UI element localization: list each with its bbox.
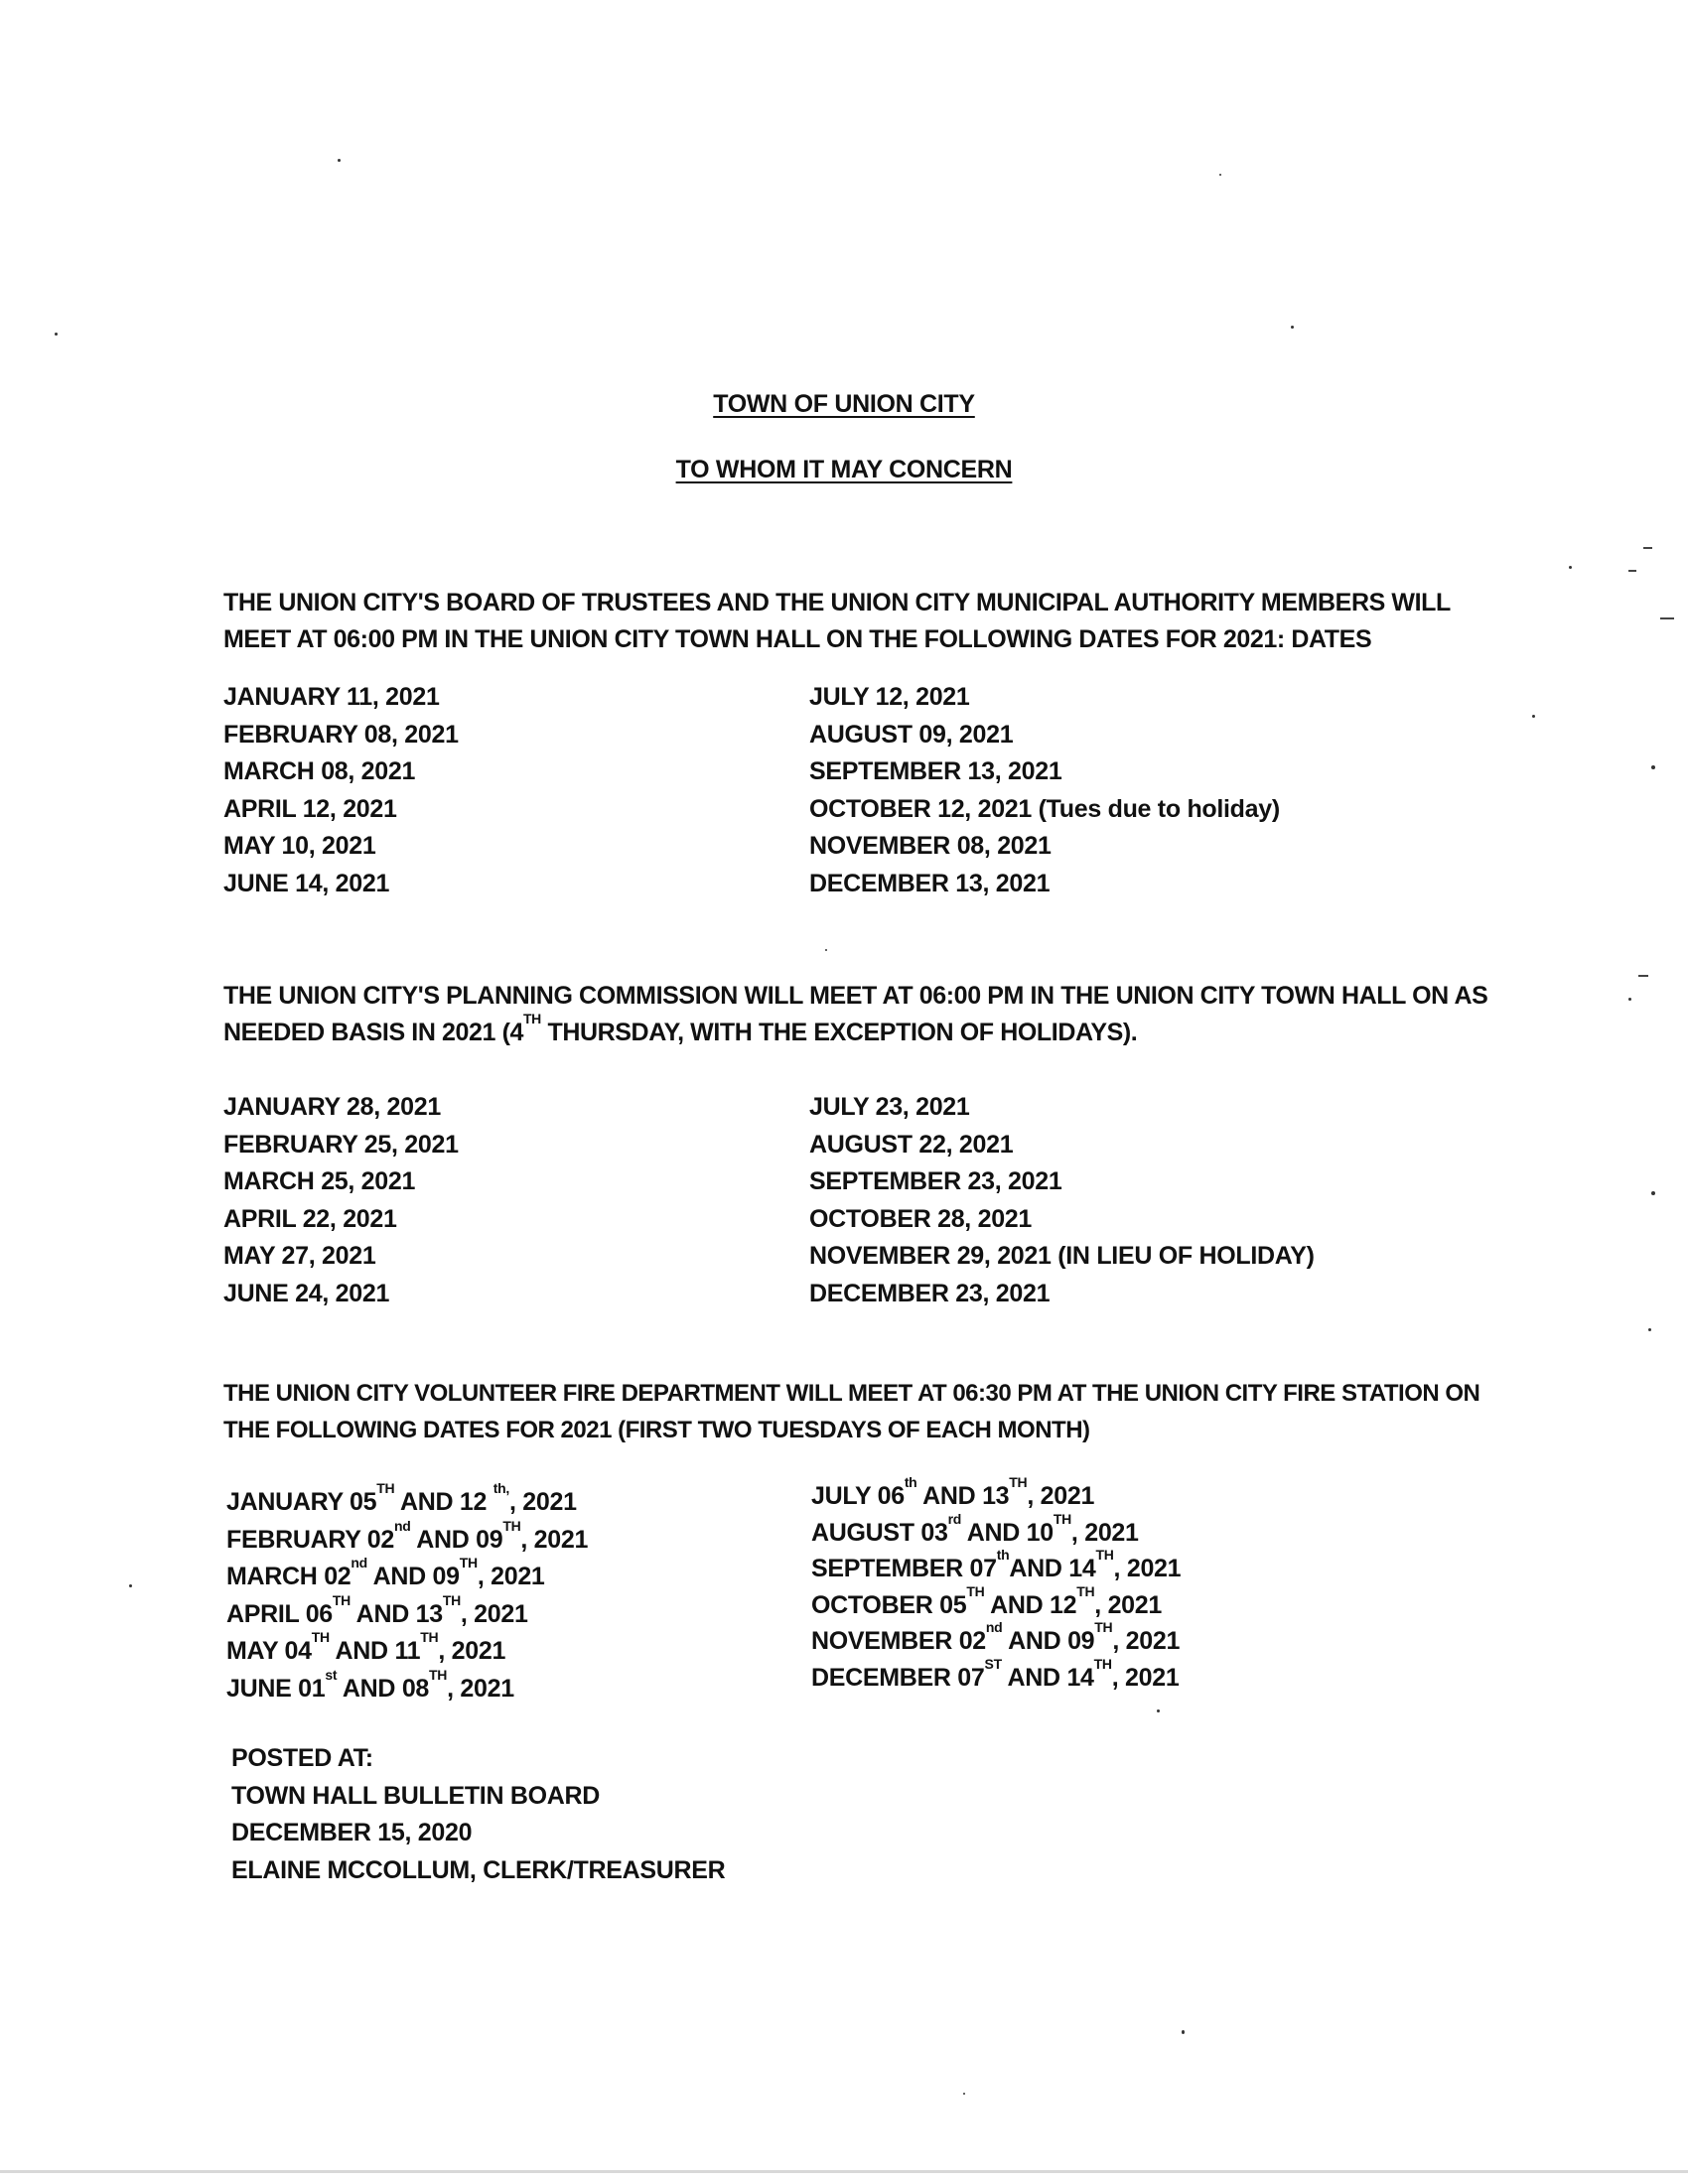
date-text: , 2021	[477, 1563, 545, 1590]
date-item: JUNE 14, 2021	[223, 869, 390, 897]
date-item	[811, 1619, 1181, 1660]
date-text: , 2021	[1070, 1518, 1139, 1547]
superscript: th	[996, 1547, 1010, 1563]
date-text: , 2021	[1111, 1663, 1180, 1692]
scan-mark	[1643, 547, 1652, 549]
date-item: DECEMBER 23, 2021	[809, 1279, 1051, 1307]
date-item	[226, 1480, 588, 1522]
date-item	[811, 1547, 1182, 1587]
scan-speck	[963, 2093, 965, 2095]
superscript: th	[904, 1474, 917, 1490]
scan-bottom-edge	[0, 2170, 1688, 2173]
superscript: TH	[1094, 1619, 1113, 1635]
date-text: SEPTEMBER 07	[811, 1555, 997, 1582]
posted-label: POSTED AT:	[231, 1744, 373, 1772]
date-text: FEBRUARY 02	[226, 1525, 394, 1554]
superscript: TH	[1053, 1510, 1071, 1527]
date-item: NOVEMBER 29, 2021 (IN LIEU OF HOLIDAY)	[809, 1242, 1315, 1270]
date-text: AND 12	[394, 1488, 493, 1516]
scan-speck	[1628, 998, 1631, 1001]
date-text: JANUARY 05	[226, 1488, 377, 1516]
date-text: , 2021	[509, 1488, 577, 1516]
date-text: AND 13	[916, 1482, 1010, 1510]
scan-speck	[338, 159, 341, 162]
date-text: OCTOBER 05	[811, 1590, 967, 1619]
superscript: th,	[492, 1480, 509, 1496]
superscript: TH	[1009, 1474, 1028, 1490]
scan-mark	[1628, 570, 1636, 572]
date-text: , 2021	[1094, 1590, 1162, 1619]
superscript: TH	[502, 1517, 521, 1534]
date-item	[226, 1517, 589, 1560]
document-subtitle: TO WHOM IT MAY CONCERN	[675, 456, 1013, 483]
superscript: TH	[459, 1555, 478, 1570]
superscript: TH	[311, 1629, 330, 1645]
date-item: OCTOBER 28, 2021	[809, 1204, 1033, 1233]
date-item: APRIL 12, 2021	[223, 794, 397, 823]
scan-speck	[1651, 765, 1655, 769]
scan-mark	[1660, 617, 1674, 619]
superscript: nd	[985, 1619, 1003, 1635]
posted-signer: ELAINE MCCOLLUM, CLERK/TREASURER	[231, 1855, 726, 1884]
superscript: rd	[947, 1510, 962, 1527]
date-item	[226, 1666, 588, 1708]
scan-speck	[1569, 566, 1572, 569]
date-item: SEPTEMBER 23, 2021	[809, 1167, 1062, 1195]
superscript: TH	[1076, 1582, 1095, 1599]
date-item: AUGUST 09, 2021	[809, 720, 1014, 749]
date-text: AND 09	[1002, 1627, 1095, 1655]
date-item: JANUARY 11, 2021	[223, 683, 440, 711]
date-text: , 2021	[1027, 1482, 1095, 1510]
date-item	[226, 1555, 588, 1596]
posted-date: DECEMBER 15, 2020	[231, 1819, 473, 1846]
date-text: AND 09	[366, 1563, 460, 1590]
date-text: APRIL 06	[226, 1599, 333, 1628]
date-item: OCTOBER 12, 2021 (Tues due to holiday)	[809, 794, 1280, 823]
superscript: TH	[420, 1629, 439, 1645]
scan-speck	[825, 949, 827, 951]
date-text: AND 11	[329, 1637, 421, 1665]
superscript: TH	[332, 1591, 351, 1608]
document-title: TOWN OF UNION CITY	[713, 390, 975, 418]
date-item	[226, 1629, 588, 1671]
superscript: TH	[376, 1480, 395, 1496]
date-text: MAY 04	[226, 1637, 312, 1665]
scan-speck	[1157, 1709, 1160, 1712]
superscript: TH	[442, 1591, 461, 1608]
superscript: nd	[351, 1555, 367, 1570]
planning-dates-right	[809, 1089, 1315, 1312]
date-item: NOVEMBER 08, 2021	[809, 832, 1052, 860]
date-item: APRIL 22, 2021	[223, 1204, 397, 1233]
scan-mark	[1638, 975, 1648, 977]
planning-intro-text: THE UNION CITY'S PLANNING COMMISSION WILL MEET AT 06:00 PM IN THE UNION CITY TOWN HALL ON AS NEEDED BASIS IN 2021 (4	[223, 982, 1488, 1046]
date-text: AND 13	[350, 1599, 443, 1628]
date-text: , 2021	[438, 1637, 506, 1665]
date-text: AUGUST 03	[811, 1518, 948, 1547]
scan-speck	[1648, 1328, 1651, 1331]
date-text: NOVEMBER 02	[811, 1627, 986, 1655]
superscript: TH	[429, 1666, 448, 1683]
superscript: ST	[984, 1655, 1002, 1672]
fire-intro: THE UNION CITY VOLUNTEER FIRE DEPARTMENT WILL MEET AT 06:30 PM AT THE UNION CITY FIRE STATION ON THE FOLLOWING DATES FOR 2021 (FIRST TWO TUESDAYS OF EACH MONTH)	[223, 1380, 1480, 1443]
superscript: TH	[966, 1582, 985, 1599]
superscript: TH	[1095, 1547, 1114, 1563]
date-item: MAY 27, 2021	[223, 1242, 376, 1270]
date-text: AND 12	[984, 1590, 1077, 1619]
date-text: AND 14	[1009, 1555, 1096, 1582]
date-item: MARCH 25, 2021	[223, 1167, 416, 1195]
superscript: nd	[393, 1517, 411, 1534]
date-item: MARCH 08, 2021	[223, 757, 416, 785]
superscript: TH	[523, 1011, 541, 1026]
scan-speck	[1182, 2030, 1185, 2034]
scan-speck	[1291, 326, 1294, 329]
date-item	[811, 1582, 1181, 1624]
date-item: JANUARY 28, 2021	[223, 1093, 441, 1121]
date-item: JUNE 24, 2021	[223, 1279, 390, 1307]
date-item: DECEMBER 13, 2021	[809, 869, 1051, 897]
date-item	[811, 1510, 1181, 1552]
scan-speck	[55, 333, 58, 336]
date-item: JULY 12, 2021	[809, 683, 970, 711]
date-item	[811, 1474, 1181, 1515]
date-text: , 2021	[1112, 1627, 1181, 1655]
scan-speck	[1532, 715, 1535, 718]
date-text: MARCH 02	[226, 1563, 352, 1590]
date-text: , 2021	[1113, 1555, 1182, 1582]
scan-speck	[129, 1584, 132, 1587]
scan-speck	[1219, 174, 1221, 176]
date-text: , 2021	[447, 1674, 514, 1703]
date-item: SEPTEMBER 13, 2021	[809, 757, 1062, 785]
date-text: AND 09	[410, 1525, 503, 1554]
trustees-dates-right	[809, 679, 1280, 902]
date-text: AND 10	[961, 1518, 1054, 1547]
fire-dates-left	[226, 1480, 589, 1707]
date-item: JULY 23, 2021	[809, 1093, 970, 1121]
superscript: TH	[1093, 1655, 1112, 1672]
posted-location: TOWN HALL BULLETIN BOARD	[231, 1781, 601, 1810]
date-item: AUGUST 22, 2021	[809, 1130, 1014, 1159]
date-item	[811, 1655, 1181, 1697]
posted-block	[231, 1740, 725, 1889]
trustees-intro: THE UNION CITY'S BOARD OF TRUSTEES AND THE UNION CITY MUNICIPAL AUTHORITY MEMBERS WILL MEET AT 06:00 PM IN THE UNION CITY TOWN HALL ON THE FOLLOWING DATES FOR 2021: DATES	[223, 589, 1451, 653]
scan-speck	[1651, 1191, 1655, 1195]
date-item	[226, 1591, 588, 1634]
date-text: AND 14	[1001, 1663, 1094, 1692]
planning-dates-left	[223, 1089, 459, 1312]
date-item: FEBRUARY 08, 2021	[223, 720, 459, 749]
planning-intro	[223, 978, 1504, 1051]
planning-intro-text-end: THURSDAY, WITH THE EXCEPTION OF HOLIDAYS).	[540, 1019, 1138, 1046]
date-item: FEBRUARY 25, 2021	[223, 1130, 459, 1159]
date-text: , 2021	[520, 1525, 589, 1554]
date-text: DECEMBER 07	[811, 1663, 985, 1692]
date-text: , 2021	[460, 1599, 528, 1628]
date-text: JUNE 01	[226, 1674, 326, 1703]
date-text: JULY 06	[811, 1482, 905, 1510]
date-item: MAY 10, 2021	[223, 832, 376, 860]
trustees-dates-left	[223, 679, 459, 902]
fire-dates-right	[811, 1474, 1182, 1696]
superscript: st	[325, 1666, 338, 1683]
date-text: AND 08	[337, 1674, 430, 1703]
